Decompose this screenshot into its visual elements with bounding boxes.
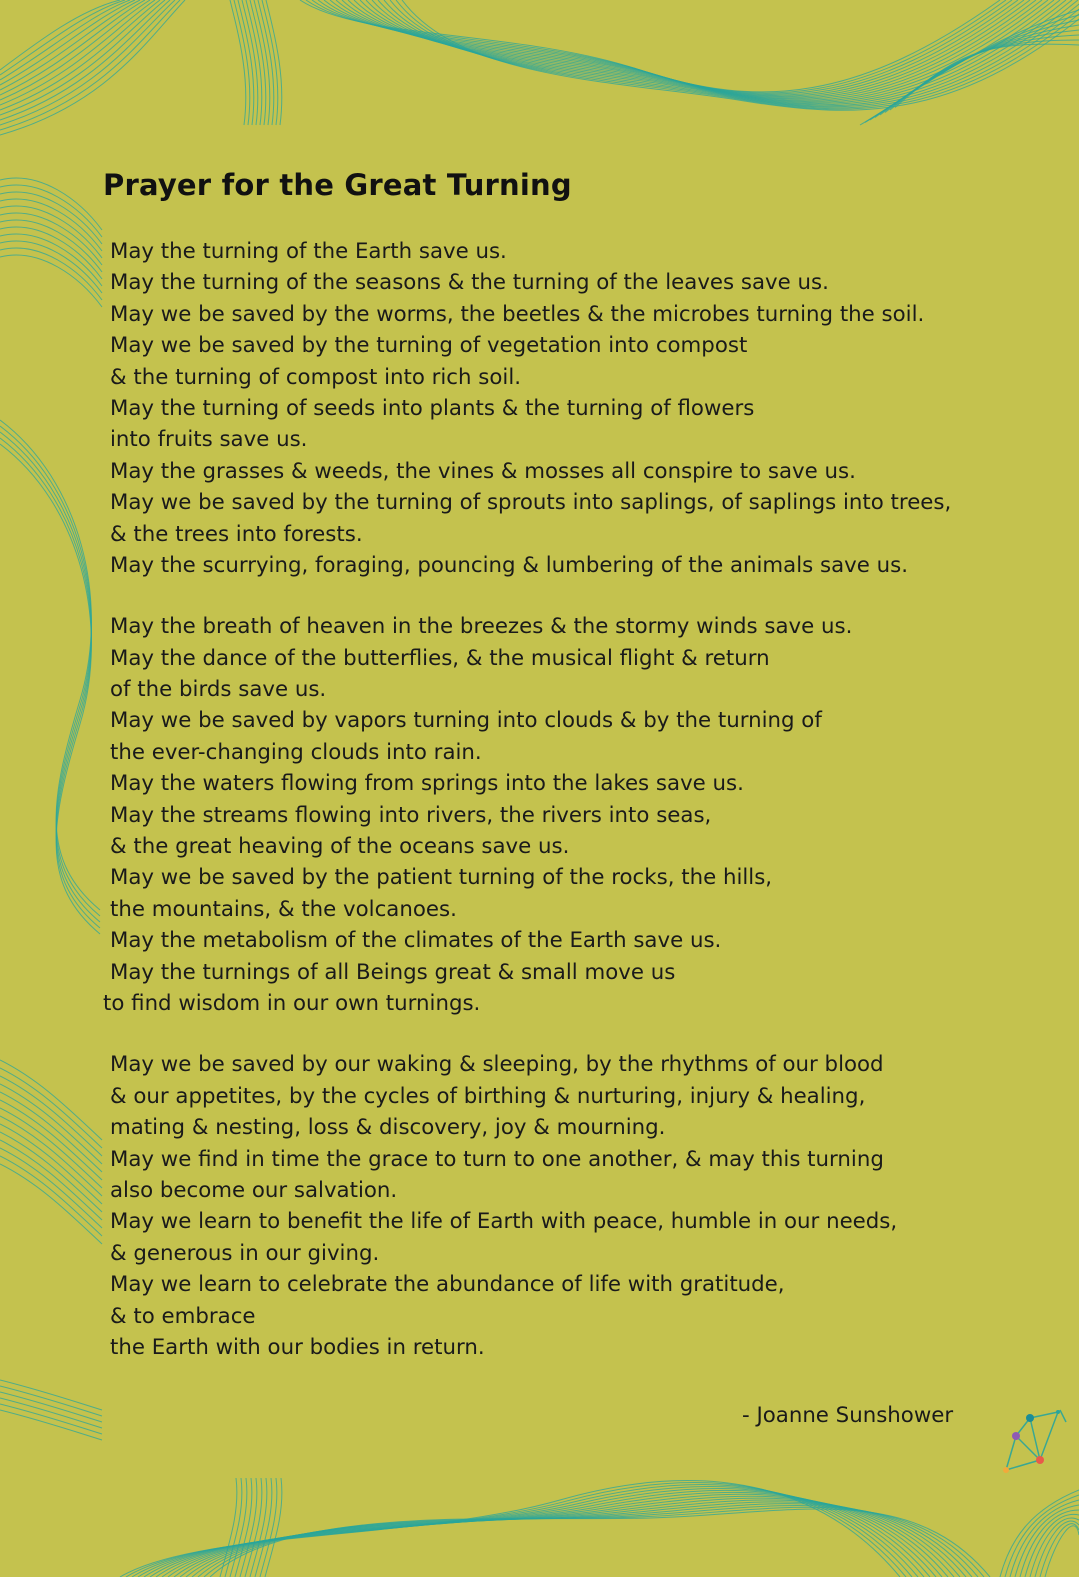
contour-line	[0, 0, 135, 85]
poem-line: into fruits save us.	[110, 427, 308, 453]
contour-line	[0, 1164, 102, 1244]
contour-line	[0, 1410, 102, 1440]
poem-line: to find wisdom in our own turnings.	[103, 990, 481, 1016]
contour-line	[0, 178, 102, 230]
contour-line	[0, 199, 102, 251]
poem-line: & the trees into forests.	[110, 521, 363, 547]
contour-line	[0, 227, 102, 279]
poem-line: May the turning of the Earth save us.	[110, 239, 507, 264]
stanza	[103, 611, 1003, 1019]
poem-line: May the breath of heaven in the breezes & the stormy winds save us.	[110, 614, 853, 640]
poem-line: May we learn to celebrate the abundance of life with gratitude,	[110, 1272, 785, 1298]
poem-line: May the turning of seeds into plants & the turning of flowers	[110, 395, 755, 421]
contour-line	[0, 1386, 102, 1416]
contour-line	[1045, 1526, 1079, 1577]
poem-line: May we be saved by the worms, the beetles & the microbes turning the soil.	[110, 301, 925, 327]
poem-line: the mountains, & the volcanoes.	[110, 896, 457, 922]
poem-line: May the metabolism of the climates of the Earth save us.	[110, 928, 722, 954]
poem-body	[103, 168, 1003, 1393]
poem-line: also become our salvation.	[110, 1177, 398, 1203]
contour-line	[204, 1507, 984, 1577]
contour-line	[0, 0, 145, 95]
poem-line: May the waters flowing from springs into the lakes save us.	[110, 771, 744, 797]
poem-line: May we be saved by our waking & sleeping, by the rhythms of our blood	[110, 1052, 884, 1078]
contour-line	[0, 1404, 102, 1434]
contour-line	[0, 1392, 102, 1422]
contour-line	[1020, 1510, 1079, 1577]
poem-line: May the turnings of all Beings great & small move us	[110, 959, 676, 985]
contour-line	[0, 234, 102, 286]
poem-line: May we be saved by the patient turning of the rocks, the hills,	[110, 865, 773, 891]
contour-line	[0, 206, 102, 258]
poem-line: May the streams flowing into rivers, the rivers into seas,	[110, 802, 712, 828]
poem-line: & our appetites, by the cycles of birthing & nurturing, injury & healing,	[110, 1083, 866, 1109]
contour-line	[186, 1502, 966, 1577]
contour-line	[0, 213, 102, 265]
contour-line	[0, 248, 102, 300]
poem-line: May we find in time the grace to turn to one another, & may this turning	[110, 1146, 884, 1172]
contour-line	[0, 432, 100, 922]
poem-line: & to embrace	[110, 1303, 256, 1329]
contour-line	[0, 0, 120, 70]
contour-line	[0, 0, 175, 125]
contour-line	[0, 1156, 102, 1236]
poem-line: mating & nesting, loss & discovery, joy & mourning.	[110, 1115, 666, 1141]
poem-line: of the birds save us.	[110, 677, 327, 703]
contour-line	[0, 192, 102, 244]
poem-line: the ever-changing clouds into rain.	[110, 739, 482, 765]
poem-line: & generous in our giving.	[110, 1240, 380, 1266]
contour-line	[0, 0, 130, 80]
contour-line	[230, 0, 246, 125]
poem-author: - Joanne Sunshower	[742, 1403, 954, 1428]
contour-line	[0, 1380, 102, 1410]
contour-line	[0, 220, 102, 272]
contour-line	[0, 1148, 102, 1228]
poem-line: May we be saved by the turning of sprouts into saplings, of saplings into trees,	[110, 490, 952, 516]
poem-line: May the turning of the seasons & the turning of the leaves save us.	[110, 270, 829, 296]
contour-line	[1035, 1521, 1079, 1577]
poem-stanzas	[103, 236, 1003, 1363]
contour-line	[312, 0, 1012, 94]
poem-title: Prayer for the Great Turning	[103, 168, 572, 202]
contour-line	[0, 426, 100, 916]
poem-line: May the dance of the butterflies, & the musical flight & return	[110, 645, 770, 671]
network-constellation-icon	[996, 1408, 1070, 1476]
contour-line	[0, 0, 180, 130]
contour-line	[0, 1140, 102, 1220]
contour-line	[0, 185, 102, 237]
contour-line	[0, 0, 140, 90]
contour-line	[0, 420, 100, 910]
poem-line: May the grasses & weeds, the vines & mosses all conspire to save us.	[110, 458, 856, 484]
stanza	[103, 1049, 1003, 1363]
poem-line: & the great heaving of the oceans save us.	[110, 834, 570, 860]
stanza	[103, 236, 1003, 581]
poem-line: the Earth with our bodies in return.	[110, 1334, 485, 1360]
contour-line	[234, 0, 250, 125]
poem-line: May we be saved by the turning of vegetation into compost	[110, 333, 748, 359]
poem-line: May we be saved by vapors turning into clouds & by the turning of	[110, 708, 822, 734]
poem-line: & the turning of compost into rich soil.	[110, 364, 522, 390]
contour-line	[0, 1398, 102, 1428]
contour-line	[0, 255, 102, 307]
poem-line: May the scurrying, foraging, pouncing & lumbering of the animals save us.	[110, 552, 908, 578]
poem-line: May we learn to benefit the life of Earth with peace, humble in our needs,	[110, 1209, 898, 1235]
contour-line	[0, 241, 102, 293]
